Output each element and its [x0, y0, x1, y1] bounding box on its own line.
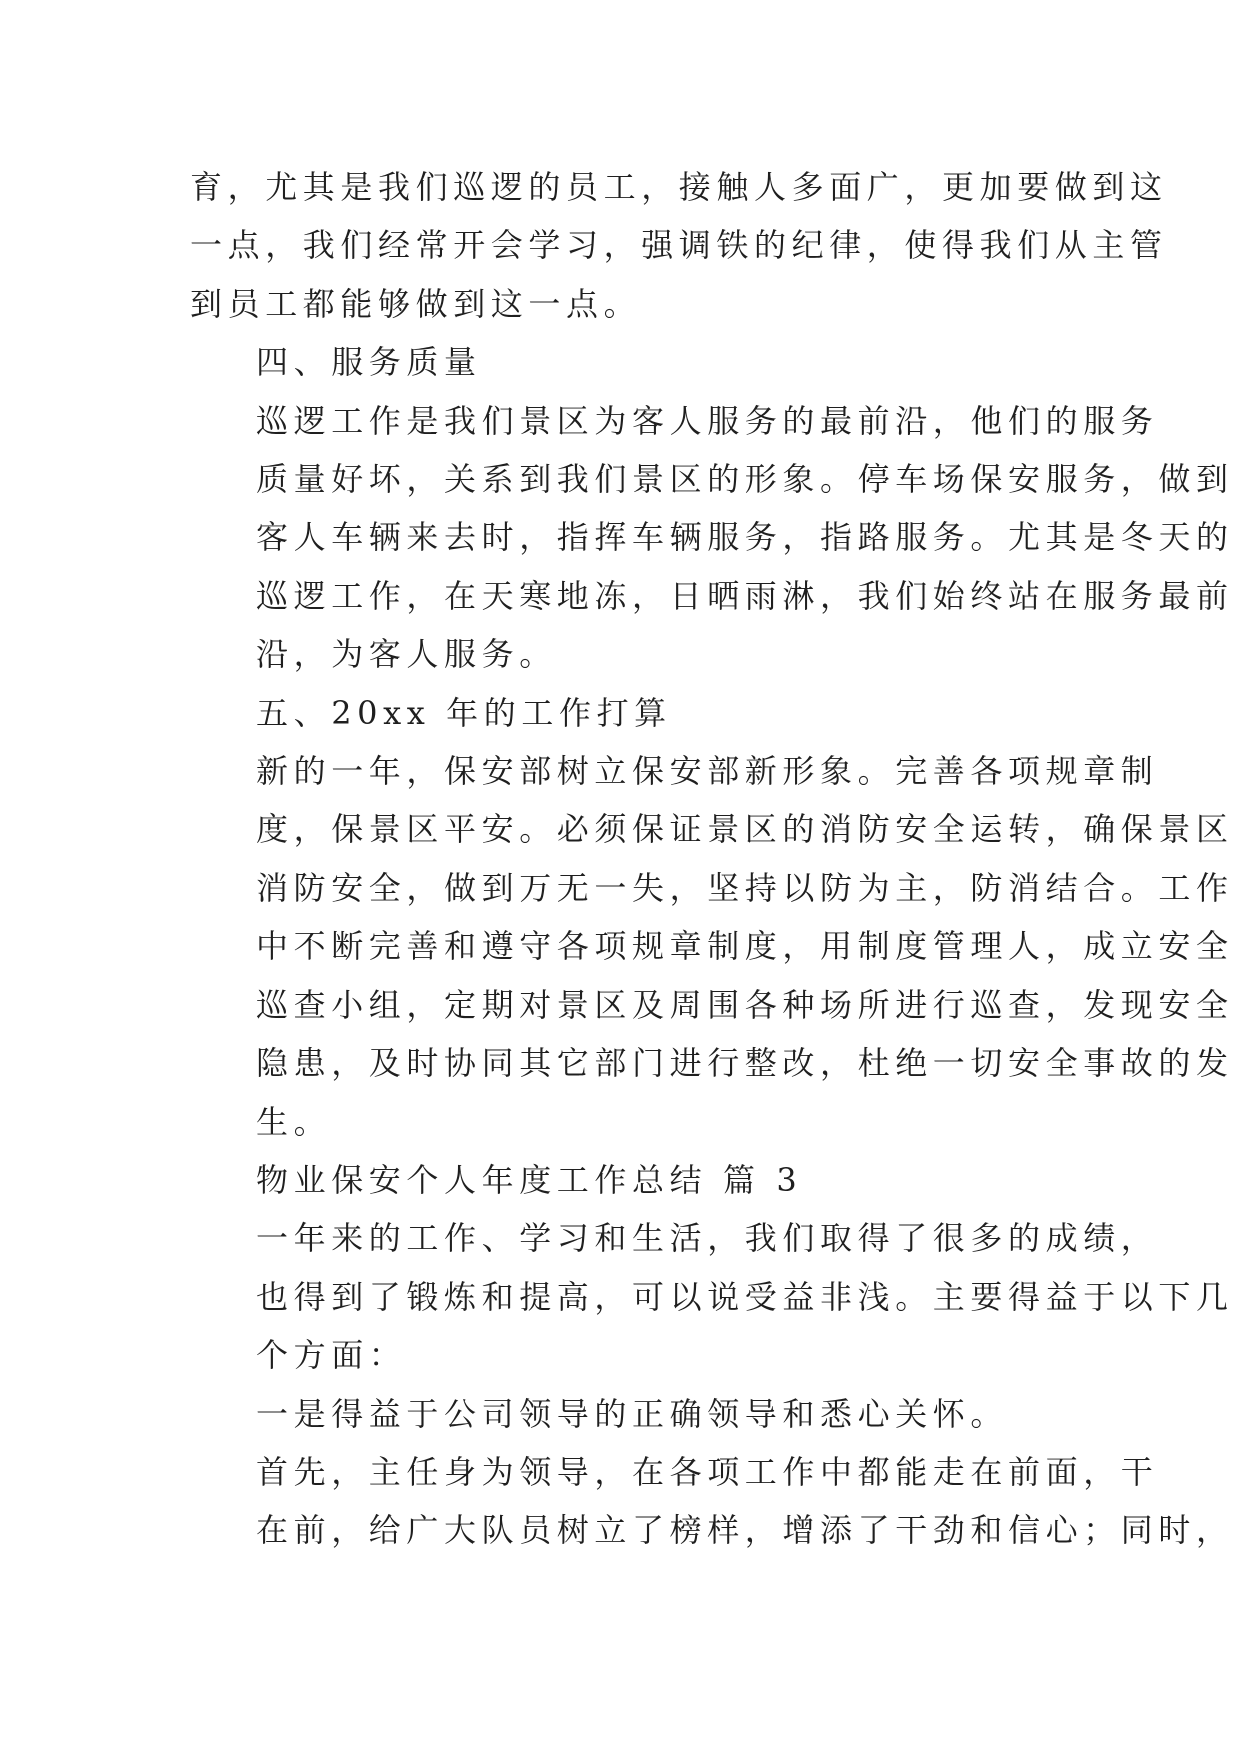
text-line: 沿，为客人服务。 [256, 635, 557, 674]
text-line: 巡逻工作，在天寒地冻，日晒雨淋，我们始终站在服务最前 [256, 576, 1234, 615]
text-line: 生。 [256, 1102, 332, 1141]
text-line: 在前，给广大队员树立了榜样，增添了干劲和信心；同时， [256, 1511, 1234, 1550]
text-line: 也得到了锻炼和提高，可以说受益非浅。主要得益于以下几 [256, 1277, 1234, 1316]
text-line: 隐患，及时协同其它部门进行整改，杜绝一切安全事故的发 [256, 1044, 1234, 1083]
section-heading-work-plan [190, 684, 1060, 742]
document-body [190, 158, 1234, 1560]
article-title-part-3 [190, 1151, 1060, 1209]
section-heading-service-quality [190, 333, 1060, 391]
text-line: 个方面： [256, 1336, 407, 1375]
text-line: 一点，我们经常开会学习，强调铁的纪律，使得我们从主管 [190, 226, 1168, 265]
paragraph-work-plan [190, 742, 1234, 1151]
heading-text: 四、服务质量 [256, 343, 482, 382]
paragraph-service-quality [190, 392, 1234, 684]
text-line: 中不断完善和遵守各项规章制度，用制度管理人，成立安全 [256, 927, 1234, 966]
heading-text: 物业保安个人年度工作总结 篇 3 [256, 1160, 803, 1199]
text-line: 巡逻工作是我们景区为客人服务的最前沿，他们的服务 [256, 401, 1159, 440]
text-line: 一是得益于公司领导的正确领导和悉心关怀。 [256, 1394, 1009, 1433]
text-line: 一年来的工作、学习和生活，我们取得了很多的成绩， [256, 1219, 1159, 1258]
text-line: 育，尤其是我们巡逻的员工，接触人多面广，更加要做到这 [190, 168, 1168, 206]
text-line: 首先，主任身为领导，在各项工作中都能走在前面，干 [256, 1452, 1159, 1491]
text-line: 客人车辆来去时，指挥车辆服务，指路服务。尤其是冬天的 [256, 518, 1234, 557]
paragraph-first [190, 1443, 1234, 1560]
paragraph-intro [190, 1209, 1234, 1384]
text-line: 巡查小组，定期对景区及周围各种场所进行巡查，发现安全 [256, 985, 1234, 1024]
text-line: 消防安全，做到万无一失，坚持以防为主，防消结合。工作 [256, 868, 1234, 907]
text-line: 质量好坏，关系到我们景区的形象。停车场保安服务，做到 [256, 460, 1234, 499]
paragraph-point-one [190, 1385, 1060, 1443]
text-line: 度，保景区平安。必须保证景区的消防安全运转，确保景区 [256, 810, 1234, 849]
paragraph-continuation [190, 158, 1168, 333]
heading-text: 五、20xx 年的工作打算 [256, 693, 672, 732]
text-line: 新的一年，保安部树立保安部新形象。完善各项规章制 [256, 752, 1159, 791]
text-line: 到员工都能够做到这一点。 [190, 284, 642, 323]
